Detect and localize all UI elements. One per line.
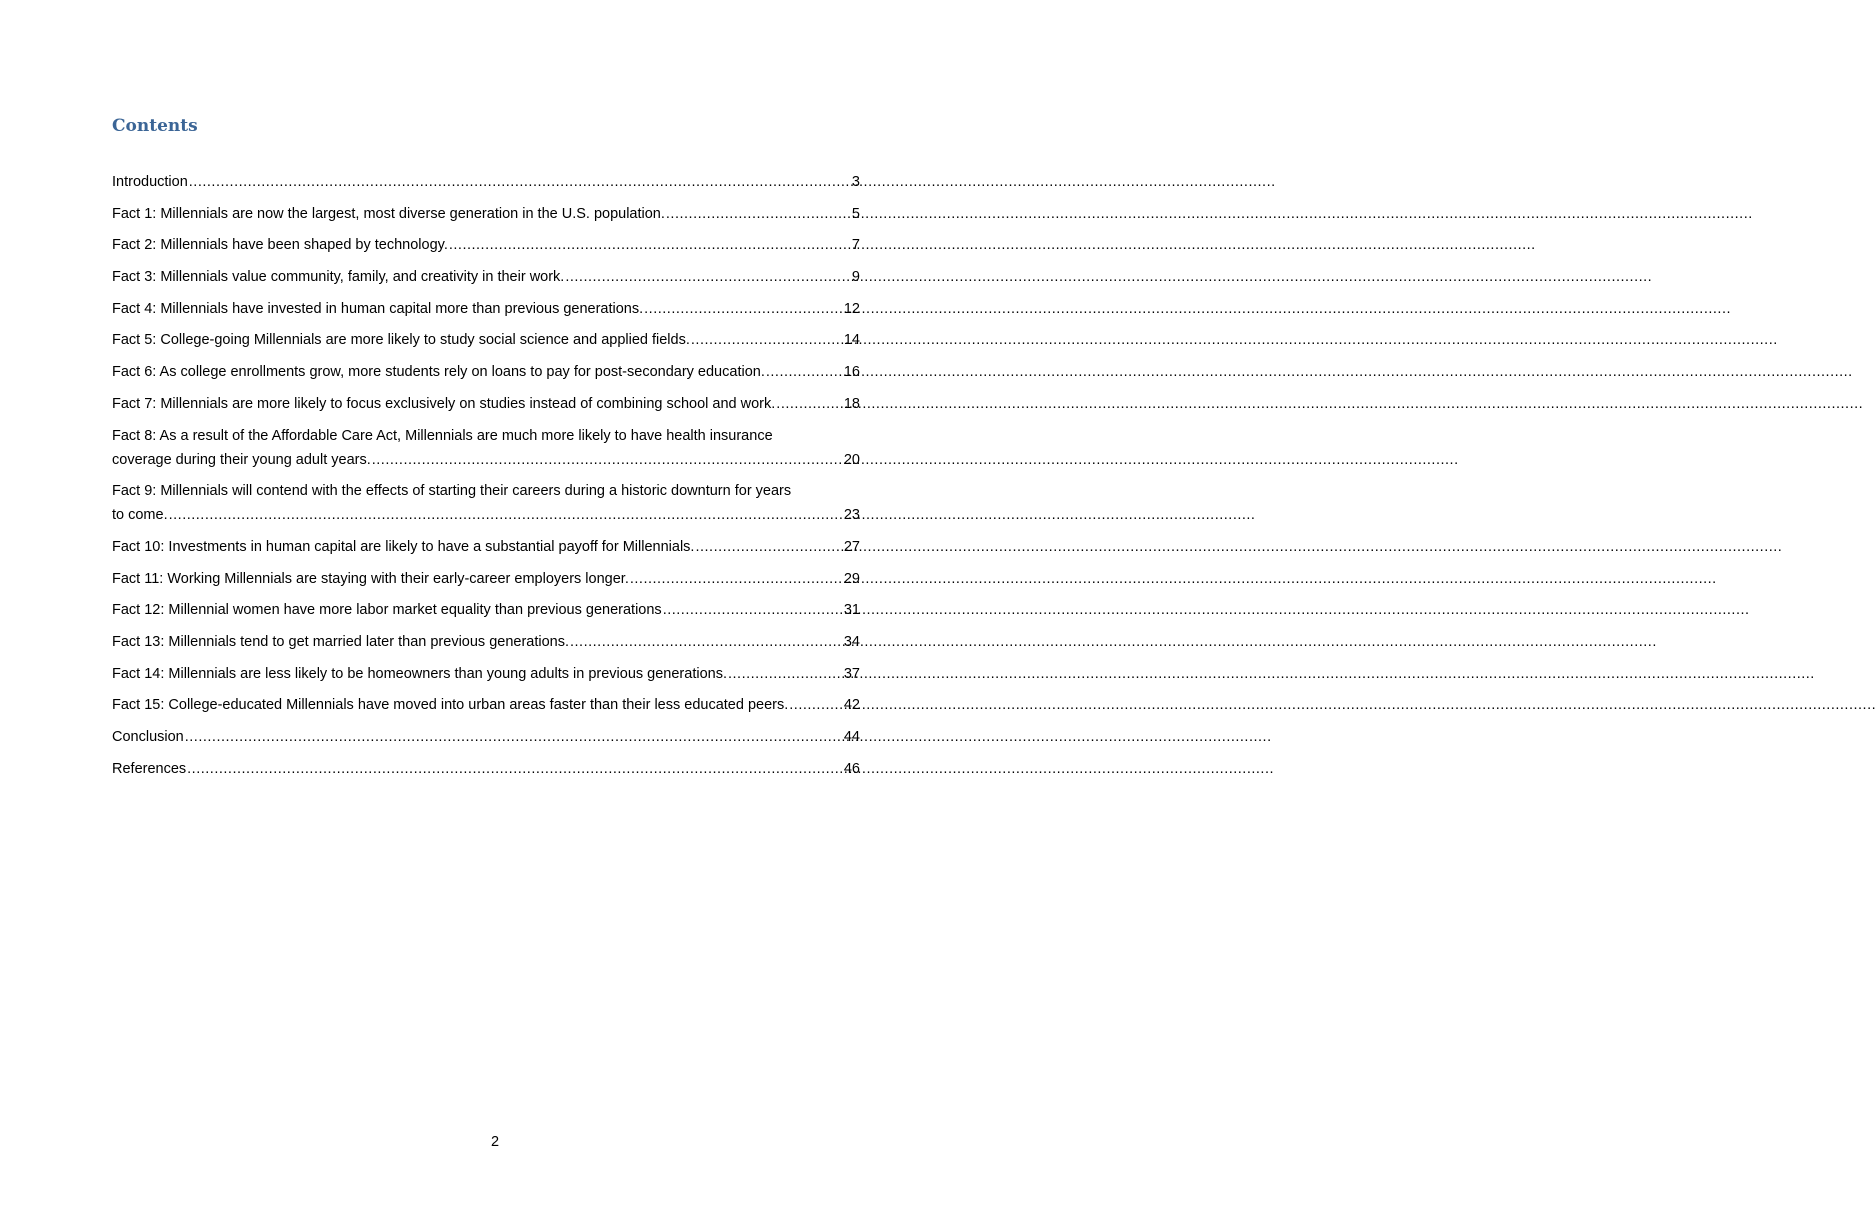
toc-entry-page: 42 — [843, 697, 860, 714]
toc-leader-dots — [776, 392, 843, 416]
toc-entry-page: 31 — [843, 602, 860, 619]
toc-leader-dots — [666, 202, 851, 226]
toc-entry-page: 20 — [843, 451, 860, 468]
toc-entry-fact-2[interactable] — [112, 233, 860, 257]
toc-entry-fact-10[interactable] — [112, 535, 860, 559]
toc-entry-page: 7 — [851, 237, 860, 254]
toc-entry-fact-3[interactable] — [112, 265, 860, 289]
toc-entry-title: References — [112, 760, 187, 777]
toc-entry-title: Fact 3: Millennials value community, family, and creativity in their work. — [112, 269, 565, 286]
toc-entry-title: Fact 12: Millennial women have more labor market equality than previous generations — [112, 602, 662, 619]
toc-entry-fact-1[interactable] — [112, 202, 860, 226]
toc-entry-page: 18 — [843, 395, 860, 412]
toc-leader-dots — [691, 328, 843, 352]
toc-leader-dots — [565, 265, 851, 289]
toc-entry-title: Conclusion — [112, 729, 184, 745]
toc-entry-page: 3 — [851, 174, 860, 190]
toc-entry-page: 37 — [843, 665, 860, 682]
toc-leader-dots — [189, 170, 851, 194]
toc-entry-introduction[interactable] — [112, 170, 860, 194]
toc-entry-title: coverage during their young adult years. — [112, 451, 371, 468]
toc-entry-page: 9 — [851, 269, 860, 286]
toc-entry-page: 16 — [843, 364, 860, 381]
toc-entry-title: Fact 4: Millennials have invested in human capital more than previous generations. — [112, 300, 644, 317]
toc-entry-title: Fact 7: Millennials are more likely to focus exclusively on studies instead of combining school and work. — [112, 395, 776, 412]
toc-entry-page: 34 — [843, 633, 860, 650]
toc-entry-title: Fact 2: Millennials have been shaped by technology. — [112, 237, 448, 254]
toc-entry-title: Fact 14: Millennials are less likely to be homeowners than young adults in previous generations. — [112, 665, 727, 682]
toc-entry-page: 44 — [843, 729, 860, 745]
toc-leader-dots — [187, 757, 843, 781]
toc-entry-fact-4[interactable] — [112, 297, 860, 321]
toc-leader-dots — [789, 693, 843, 717]
toc-entry-fact-11[interactable] — [112, 567, 860, 591]
toc-entry-page: 5 — [851, 205, 860, 222]
toc-entry-title-line-1: Fact 8: As a result of the Affordable Care Act, Millennials are much more likely to have health insurance — [112, 427, 773, 444]
toc-leader-dots — [630, 567, 843, 591]
toc-leader-dots — [695, 535, 842, 559]
page-number: 2 — [490, 1134, 500, 1150]
toc-entry-fact-15[interactable] — [112, 693, 860, 717]
toc-entry-title: Fact 5: College-going Millennials are more likely to study social science and applied fields. — [112, 332, 690, 349]
toc-leader-dots — [169, 503, 843, 527]
toc-entry-page: 14 — [843, 332, 860, 349]
toc-entry-title: Introduction — [112, 174, 188, 190]
toc-entry-title: Fact 6: As college enrollments grow, more students rely on loans to pay for post-secondary education. — [112, 364, 765, 381]
toc-leader-dots — [644, 297, 843, 321]
toc-leader-dots — [185, 725, 843, 749]
toc-entry-fact-8[interactable] — [112, 424, 860, 472]
toc-leader-dots — [449, 233, 851, 257]
toc-leader-dots — [766, 360, 843, 384]
toc-entry-page: 12 — [843, 300, 860, 317]
table-of-contents — [112, 170, 860, 788]
toc-entry-title: Fact 10: Investments in human capital are likely to have a substantial payoff for Millennials. — [112, 538, 695, 555]
toc-leader-dots — [372, 448, 843, 472]
toc-entry-title: Fact 11: Working Millennials are staying with their early-career employers longer. — [112, 570, 629, 587]
toc-entry-fact-5[interactable] — [112, 328, 860, 352]
toc-entry-fact-12[interactable] — [112, 598, 860, 622]
toc-entry-title-line-1: Fact 9: Millennials will contend with the effects of starting their careers during a historic downturn for years — [112, 483, 792, 500]
toc-entry-fact-9[interactable] — [112, 479, 860, 527]
toc-entry-title: Fact 15: College-educated Millennials have moved into urban areas faster than their less educated peers. — [112, 697, 789, 714]
toc-entry-fact-13[interactable] — [112, 630, 860, 654]
toc-entry-page: 46 — [843, 760, 860, 777]
toc-entry-title: to come. — [112, 507, 168, 524]
toc-entry-conclusion[interactable] — [112, 725, 860, 749]
toc-leader-dots — [570, 630, 843, 654]
toc-heading: Contents — [112, 116, 198, 136]
toc-entry-fact-7[interactable] — [112, 392, 860, 416]
toc-leader-dots — [728, 662, 843, 686]
toc-entry-page: 23 — [843, 507, 860, 524]
toc-entry-page: 27 — [843, 538, 860, 555]
toc-entry-title: Fact 1: Millennials are now the largest, most diverse generation in the U.S. population. — [112, 205, 665, 222]
toc-leader-dots — [663, 598, 843, 622]
toc-entry-references[interactable] — [112, 757, 860, 781]
toc-entry-fact-14[interactable] — [112, 662, 860, 686]
toc-entry-fact-6[interactable] — [112, 360, 860, 384]
toc-entry-page: 29 — [843, 570, 860, 587]
toc-entry-title: Fact 13: Millennials tend to get married later than previous generations. — [112, 633, 569, 650]
